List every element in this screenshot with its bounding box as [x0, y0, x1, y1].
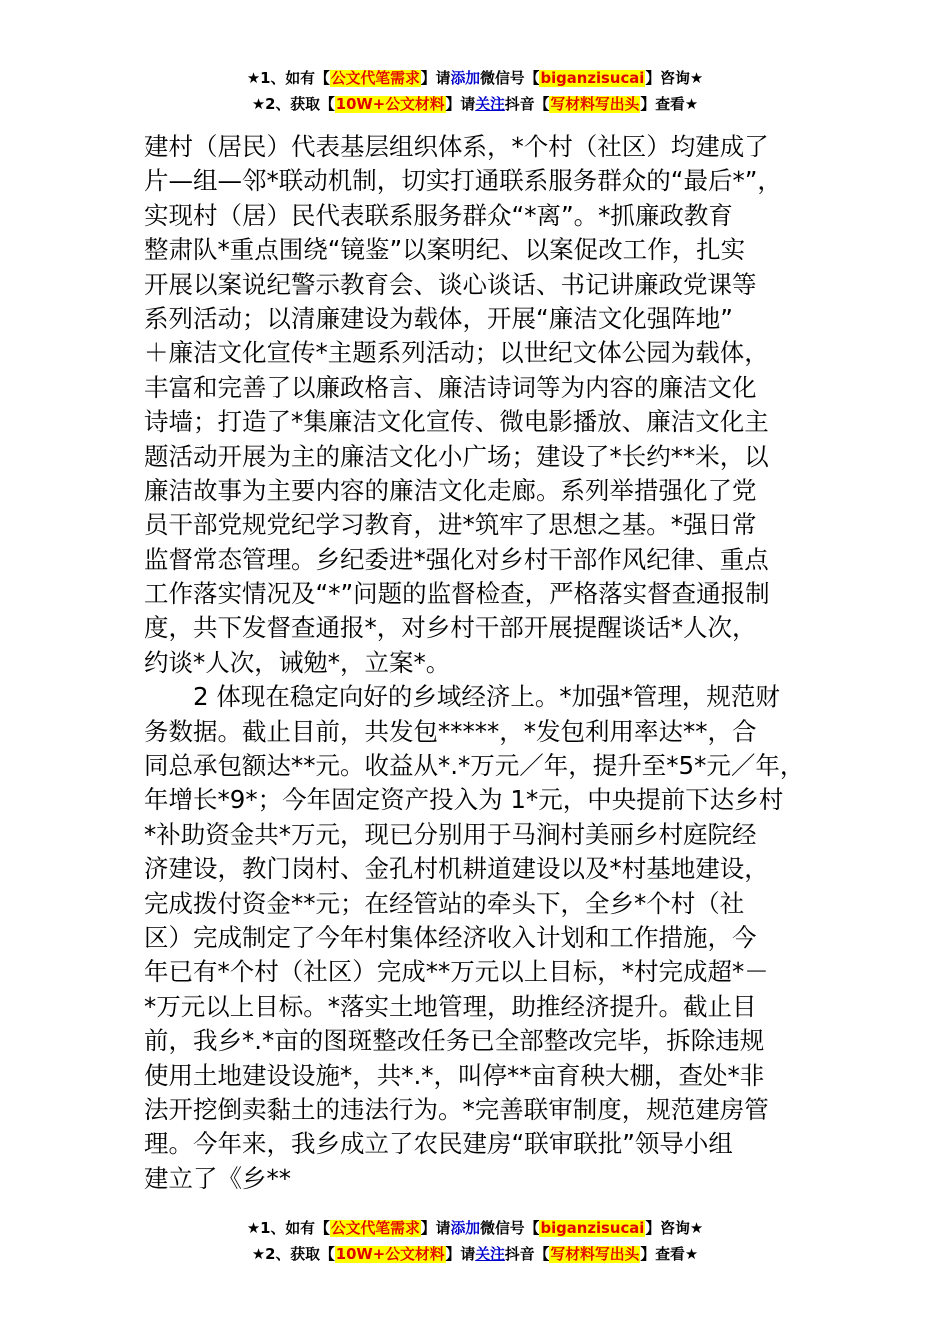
banner-text: 抖音【 [504, 96, 550, 113]
banner-emphasis: 关注 [475, 96, 505, 113]
body-line: 整肃队*重点围绕“镜鉴”以案明纪、以案促改工作，扎实 [144, 235, 746, 265]
body-line: ＋廉洁文化宣传*主题系列活动；以世纪文体公园为载体， [144, 338, 769, 368]
body-line: 员干部党规党纪学习教育，进*筑牢了思想之基。*强日常 [144, 510, 757, 540]
banner-text: 】请 [420, 70, 451, 87]
body-line: *补助资金共*万元，现已分别用于马涧村美丽乡村庭院经 [144, 819, 757, 849]
banner-text: 】请 [445, 96, 476, 113]
banner-text: 微信号【 [480, 1220, 540, 1237]
banner-text: 2、获取【 [265, 96, 335, 113]
banner-line-1 [0, 66, 950, 92]
body-line: 法开挖倒卖黏土的违法行为。*完善联审制度，规范建房管 [144, 1094, 769, 1124]
douyin-account[interactable]: 写材料写出头 [550, 96, 640, 113]
banner-text: 】查看★ [640, 1246, 699, 1263]
douyin-account[interactable]: 写材料写出头 [550, 1246, 640, 1263]
body-line: 工作落实情况及“*”问题的监督检查，严格落实督查通报制 [144, 579, 770, 609]
body-line: 开展以案说纪警示教育会、谈心谈话、书记讲廉政党课等 [144, 269, 757, 299]
material-highlight: 10W+公文材料 [335, 1246, 445, 1263]
star-icon: ★ [246, 1220, 261, 1237]
body-line: 使用土地建设设施*，共*.*，叫停**亩育秧大棚，查处*非 [144, 1060, 765, 1090]
banner-text: 】请 [420, 1220, 451, 1237]
body-line: 完成拨付资金**元；在经管站的牵头下，全乡*个村（社 [144, 888, 745, 918]
banner-emphasis: 添加 [450, 1220, 481, 1237]
body-line: 理。今年来，我乡成立了农民建房“联审联批”领导小组 [144, 1129, 733, 1159]
star-icon: ★ [246, 70, 261, 87]
banner-text: 抖音【 [504, 1246, 550, 1263]
body-line: 诗墙；打造了*集廉洁文化宣传、微电影播放、廉洁文化主 [144, 407, 769, 437]
material-highlight: 10W+公文材料 [335, 96, 445, 113]
body-line: 2 体现在稳定向好的乡域经济上。*加强*管理，规范财 [144, 682, 780, 712]
body-line: 同总承包额达**元。收益从*.*万元／年，提升至*5*元／年， [144, 751, 805, 781]
body-line: 系列活动；以清廉建设为载体，开展“廉洁文化强阵地” [144, 303, 733, 333]
body-line: 监督常态管理。乡纪委进*强化对乡村干部作风纪律、重点 [144, 544, 769, 574]
body-line: 济建设，教门岗村、金孔村机耕道建设以及*村基地建设， [144, 854, 769, 884]
body-line: 廉洁故事为主要内容的廉洁文化走廊。系列举措强化了党 [144, 475, 757, 505]
banner-text: 】查看★ [640, 96, 699, 113]
body-line: 丰富和完善了以廉政格言、廉洁诗词等为内容的廉洁文化 [144, 372, 757, 402]
star-icon: ★ [251, 96, 266, 113]
banner-text: 】请 [445, 1246, 476, 1263]
banner-text: 1、如有【 [260, 70, 330, 87]
banner-text: 】咨询★ [645, 70, 704, 87]
body-line: 题活动开展为主的廉洁文化小广场；建设了*长约**米，以 [144, 441, 769, 471]
body-line: 年增长*9*；今年固定资产投入为 1*元，中央提前下达乡村 [144, 785, 784, 815]
banner-emphasis: 关注 [475, 1246, 505, 1263]
body-line: 建村（居民）代表基层组织体系，*个村（社区）均建成了 [144, 132, 769, 161]
star-icon: ★ [251, 1246, 266, 1263]
header-banner [0, 66, 950, 118]
banner-line-2 [0, 92, 950, 118]
banner-line-2 [0, 1242, 950, 1268]
wechat-id[interactable]: biganzisucai [540, 70, 645, 87]
body-line: 实现村（居）民代表联系服务群众“*离”。*抓廉政教育 [144, 200, 733, 230]
document-body [144, 130, 810, 1196]
banner-text: 微信号【 [480, 70, 540, 87]
body-line: 建立了《乡** [144, 1163, 291, 1193]
service-highlight: 公文代笔需求 [330, 70, 420, 87]
wechat-id[interactable]: biganzisucai [540, 1220, 645, 1237]
body-line: 片—组—邻*联动机制，切实打通联系服务群众的“最后*”， [144, 166, 782, 196]
banner-text: 】咨询★ [645, 1220, 704, 1237]
body-line: 约谈*人次，诫勉*，立案*。 [144, 647, 451, 677]
body-line: *万元以上目标。*落实土地管理，助推经济提升。截止目 [144, 991, 757, 1021]
banner-text: 2、获取【 [265, 1246, 335, 1263]
banner-text: 1、如有【 [260, 1220, 330, 1237]
body-line: 度，共下发督查通报*，对乡村干部开展提醒谈话*人次， [144, 613, 757, 643]
body-line: 年已有*个村（社区）完成**万元以上目标，*村完成超*－ [144, 957, 769, 987]
banner-emphasis: 添加 [450, 70, 481, 87]
banner-line-1 [0, 1216, 950, 1242]
body-line: 前，我乡*.*亩的图斑整改任务已全部整改完毕，拆除违规 [144, 1026, 765, 1056]
service-highlight: 公文代笔需求 [330, 1220, 420, 1237]
footer-banner [0, 1216, 950, 1268]
body-line: 区）完成制定了今年村集体经济收入计划和工作措施，今 [144, 922, 757, 952]
body-line: 务数据。截止目前，共发包*****，*发包利用率达**，合 [144, 716, 757, 746]
